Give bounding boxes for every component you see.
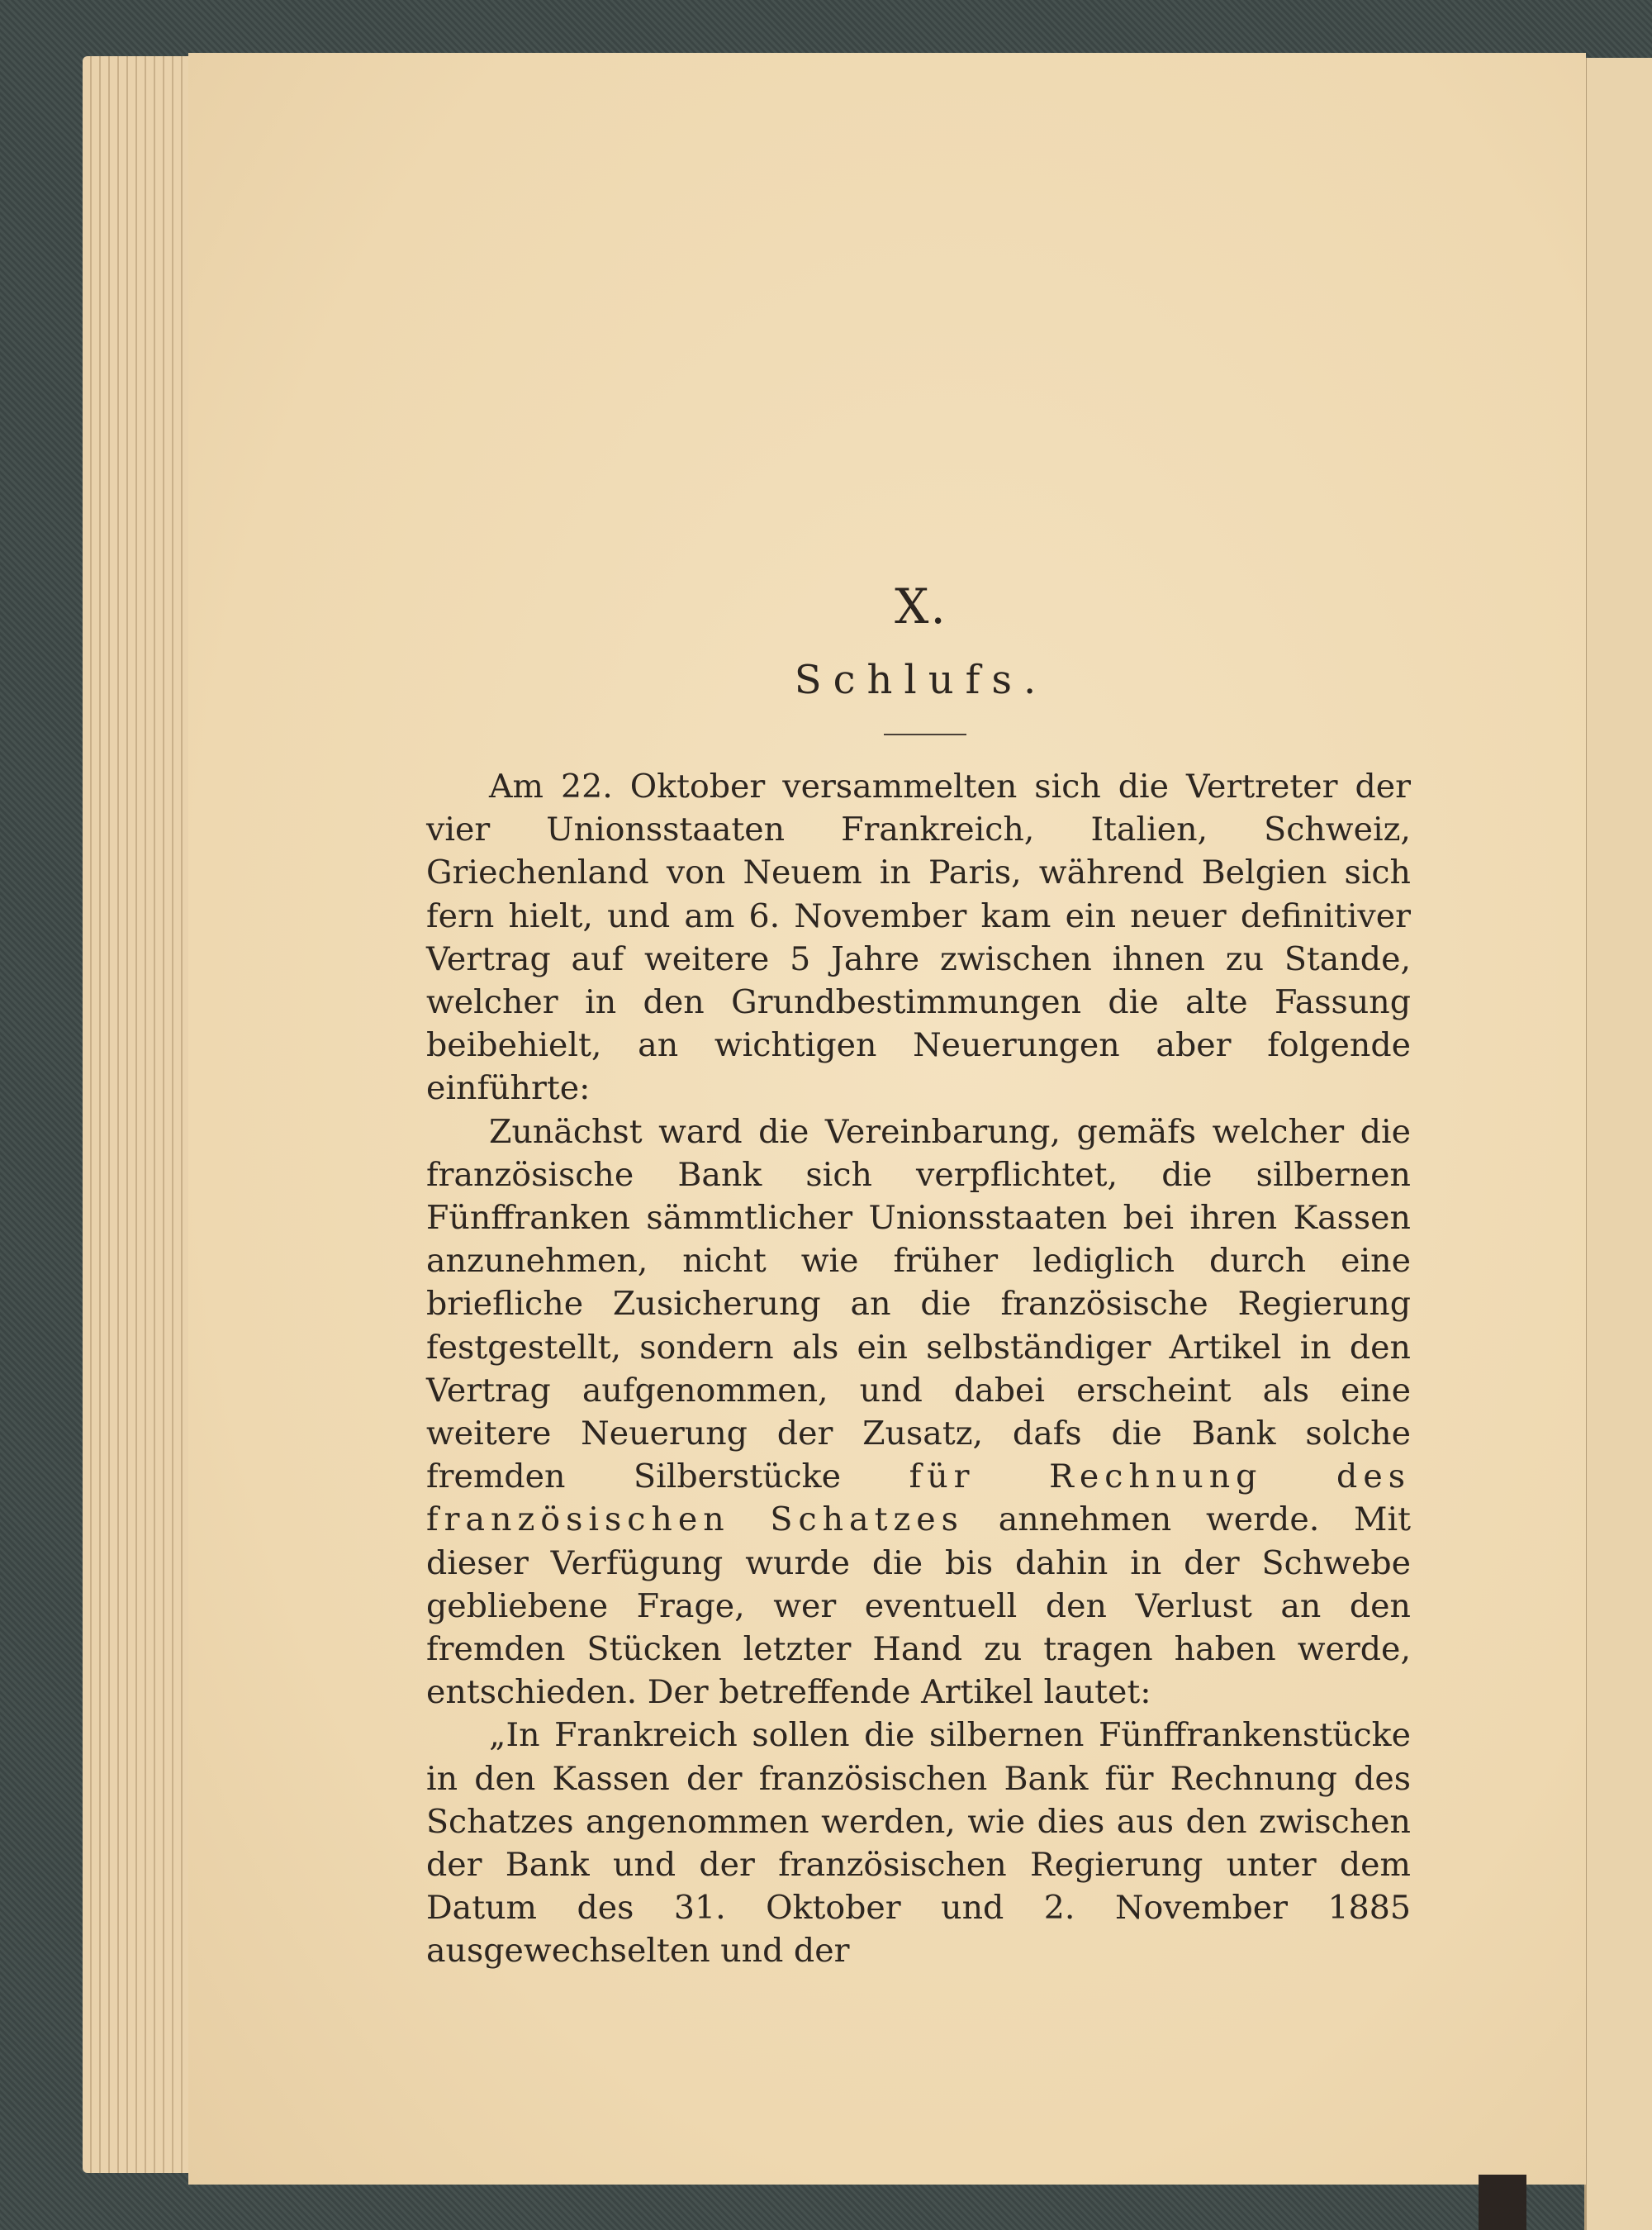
page-edges [83,56,198,2173]
paragraph-3: „In Frankreich sollen die silbernen Fünffrankenstücke in den Kassen der französischen Bank für Rechnung des Schatzes angenommen werden, wie dies aus den zwischen der Bank und der französischen Regierung unter dem Datum des 31. Oktober und 2. November 1885 ausgewechselten und der [426,1716,1411,1971]
paragraph-2-part-2: annehmen werde. Mit dieser Verfügung wurde die bis dahin in der Schwebe gebliebene Frage, wer eventuell den Verlust an den fremden Stücken letzter Hand zu tragen haben werde, entschieden. Der betreffende Artikel lautet: [426,1500,1411,1712]
paragraph-2-spaced-emphasis: für Rechnung des französischen Schatzes [426,1457,1411,1539]
next-page-edge [1584,58,1652,2230]
chapter-number: X. [895,578,947,635]
bookmark-ribbon [1479,2175,1526,2230]
title-divider [884,734,966,735]
paragraph-1: Am 22. Oktober versammelten sich die Vertreter der vier Unionsstaaten Frankreich, Italien, Schweiz, Griechenland von Neuem in Paris, während Belgien sich fern hielt, und am 6. November kam ein neuer definitiver Vertrag auf weitere 5 Jahre zwischen ihnen zu Stande, welcher in den Grundbestimmungen die alte Fassung beibehielt, an wichtigen Neuerungen aber folgende einführte: [426,768,1411,1108]
paragraph-2 [426,1110,1411,1714]
paragraph-2-part-1: Zunächst ward die Vereinbarung, gemäfs welcher die französische Bank sich verpflichtet, die silbernen Fünffranken sämmtlicher Unionsstaaten bei ihren Kassen anzunehmen, nicht wie früher lediglich durch eine briefliche Zusicherung an die französische Regierung festgestellt, sondern als ein selbständiger Artikel in den Vertrag aufgenommen, und dabei erscheint als eine weitere Neuerung der Zusatz, dafs die Bank solche fremden Silberstücke [426,1112,1411,1496]
body-text [426,765,1411,1973]
chapter-title: Schlufs. [794,657,1048,703]
